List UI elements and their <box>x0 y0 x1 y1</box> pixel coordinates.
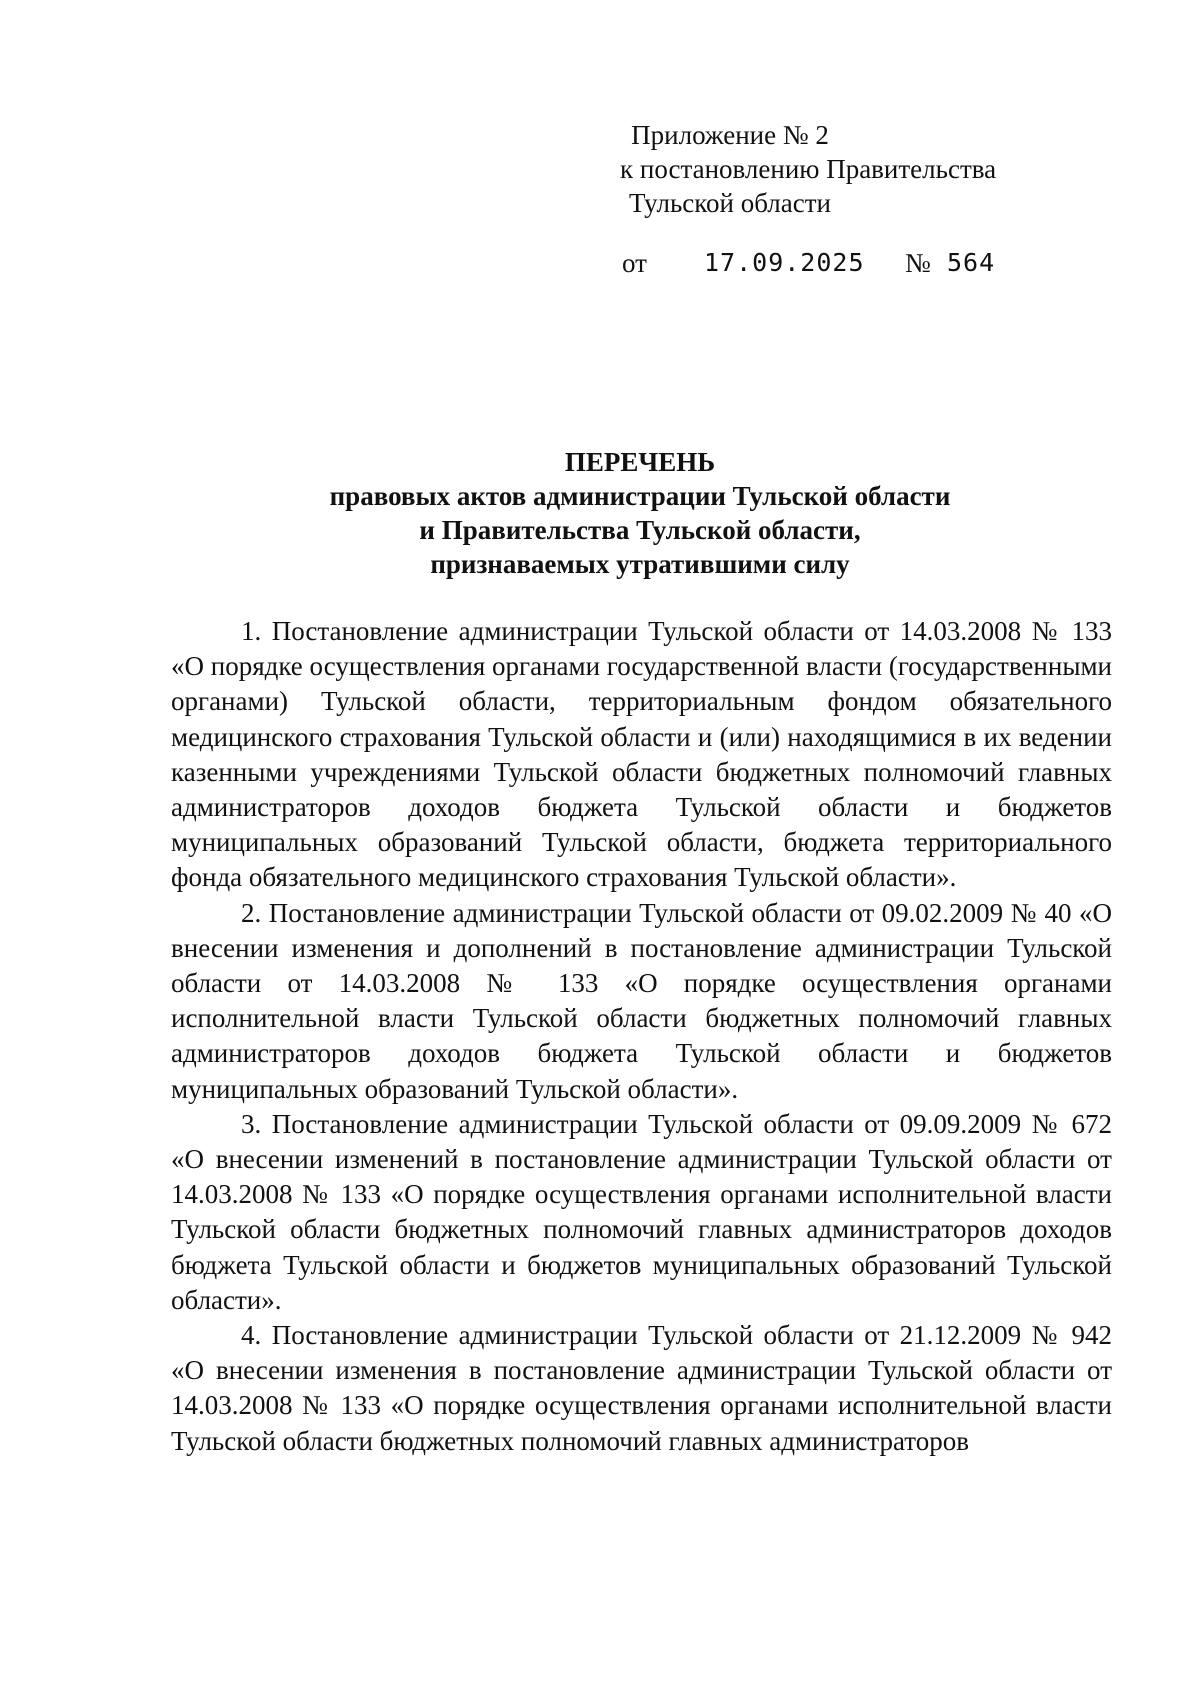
list-item: 2. Постановление администрации Тульской области от 09.02.2009 № 40 «О внесении изменения и дополнений в постановление администрации Тульской области от 14.03.2008 № 133 «О порядке осуществления органами исполнительной власти Тульской области бюджетных полномочий главных администраторов доходов бюджета Тульской области и бюджетов муниципальных образований Тульской области». <box>171 897 1112 1104</box>
heading-title: ПЕРЕЧЕНЬ <box>564 447 716 477</box>
heading-line-1: правовых актов администрации Тульской области <box>329 481 951 511</box>
appendix-region: Тульской области <box>629 188 831 218</box>
list-item: 3. Постановление администрации Тульской области от 09.09.2009 № 672 «О внесении изменений в постановление администрации Тульской области от 14.03.2008 № 133 «О порядке осуществления органами исполнительной власти Тульской области бюджетных полномочий главных администраторов доходов бюджета Тульской области и бюджетов муниципальных образований Тульской области». <box>171 1108 1112 1315</box>
acts-list <box>171 614 1112 1459</box>
appendix-title: Приложение № 2 <box>631 120 829 150</box>
heading-line-3: признаваемых утратившими силу <box>430 549 850 579</box>
resolution-number: 564 <box>947 248 996 277</box>
resolution-date-number <box>622 248 1022 282</box>
resolution-date: 17.09.2025 <box>704 248 865 277</box>
appendix-reference: к постановлению Правительства <box>620 154 997 184</box>
number-sign: № <box>905 248 931 278</box>
list-item: 1. Постановление администрации Тульской области от 14.03.2008 № 133 «О порядке осуществления органами государственной власти (государственными органами) Тульской области, территориальным фондом обязательного медицинского страхования Тульской области и (или) находящимися в их ведении казенными учреждениями Тульской области бюджетных полномочий главных администраторов доходов бюджета Тульской области и бюджетов муниципальных образований Тульской области, бюджета территориального фонда обязательного медицинского страхования Тульской области». <box>171 616 1112 893</box>
heading-line-2: и Правительства Тульской области, <box>419 515 861 545</box>
date-prefix: от <box>622 248 647 278</box>
list-item: 4. Постановление администрации Тульской области от 21.12.2009 № 942 «О внесении изменения в постановление администрации Тульской области от 14.03.2008 № 133 «О порядке осуществления органами исполнительной власти Тульской области бюджетных полномочий главных администраторов <box>171 1320 1112 1456</box>
document-heading <box>170 445 1110 581</box>
